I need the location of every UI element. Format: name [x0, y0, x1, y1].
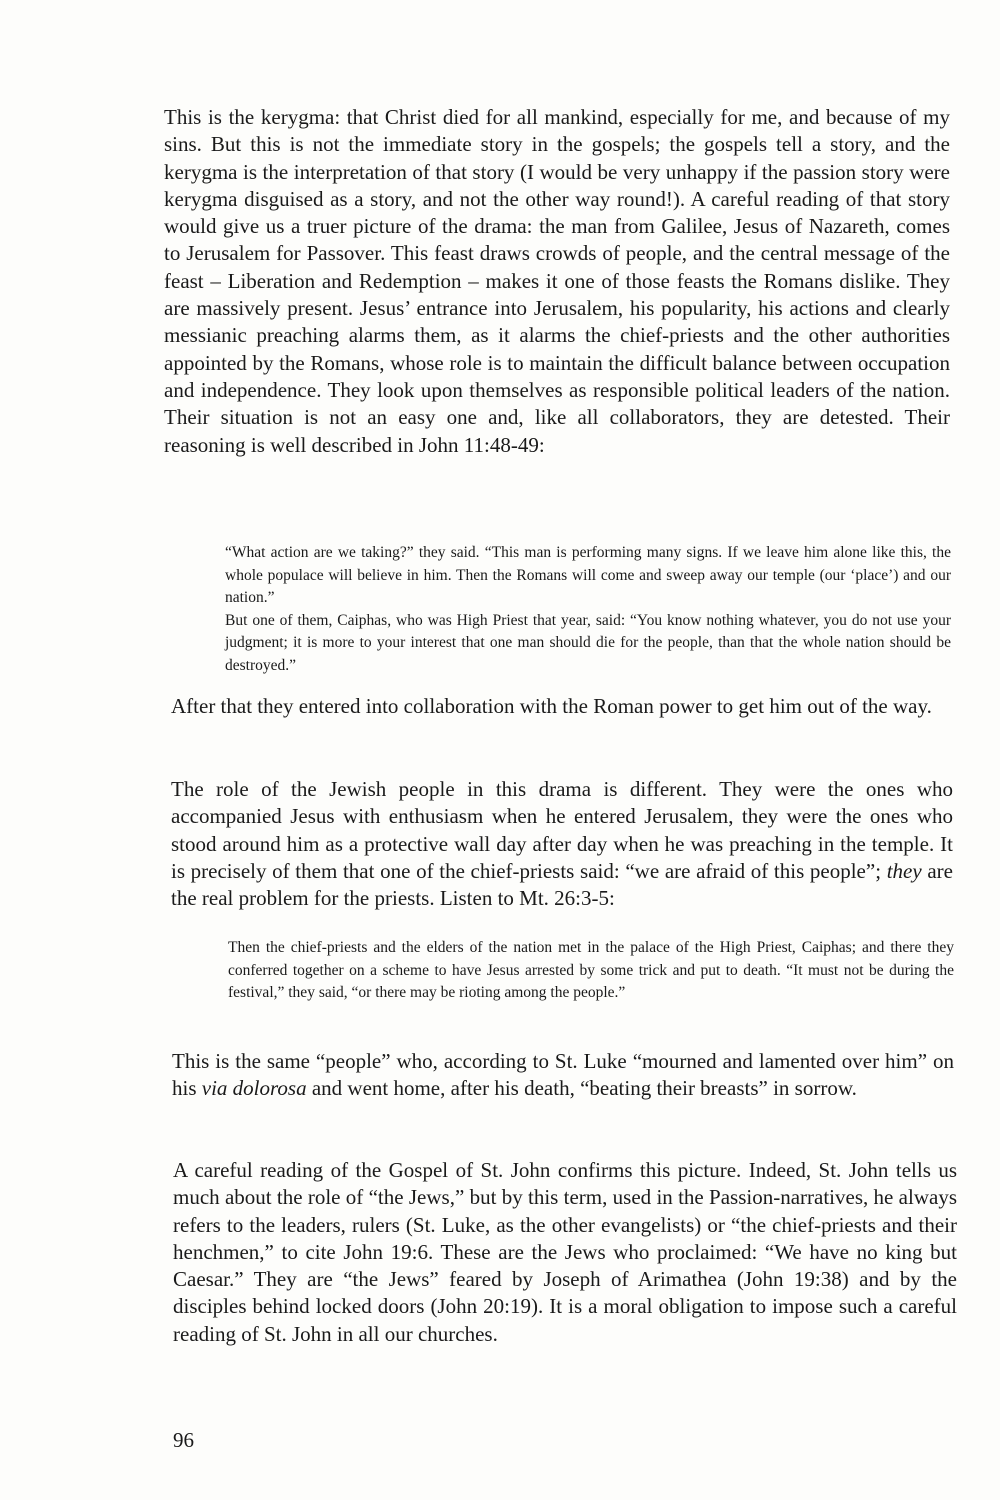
paragraph-text: This is the same “people” who, according to St. Luke “mourned and lamented over him” on his: [172, 1049, 954, 1101]
page-number: 96: [173, 1428, 194, 1452]
paragraph-text: are the real problem for the priests. Listen to Mt. 26:3-5:: [171, 858, 953, 911]
paragraph-emphasis: via dolorosa: [201, 1076, 307, 1101]
paragraph-emphasis: they: [886, 858, 922, 883]
paragraph-gospel-john: A careful reading of the Gospel of St. John confirms this picture. Indeed, St. John tells us much about the role of “the Jews,” but by this term, used in the Passion-narratives, he always refers to the leaders, rulers (St. Luke, as the other evangelists) or “the chief-priests and their henchmen,” to cite John 19:6. These are the Jews who proclaimed: “We have no king but Caesar.” They are “the Jews” feared by Joseph of Arimathea (John 19:38) and by the disciples behind locked doors (John 20:19). It is a moral obligation to impose such a careful reading of St. John in all our churches.: [173, 1158, 957, 1346]
block-quote-line: “What action are we taking?” they said. “This man is performing many signs. If we leave him alone like this, the whole populace will believe in him. Then the Romans will come and sweep away our temple (our ‘place’) and our nation.”: [225, 544, 951, 607]
block-quote-john: [225, 542, 951, 678]
paragraph-jewish-people: [171, 776, 953, 912]
paragraph-kerygma: This is the kerygma: that Christ died for all mankind, especially for me, and because of my sins. But this is not the immediate story in the gospels; the gospels tell a story, and the kerygma is the interpretation of that story (I would be very unhappy if the passion story were kerygma disguised as a story, and not the other way round!). A careful reading of that story would give us a truer picture of the drama: the man from Galilee, Jesus of Nazareth, comes to Jerusalem for Passover. This feast draws crowds of people, and the central message of the feast – Liberation and Redemption – makes it one of those feasts the Romans dislike. They are massively present. Jesus’ entrance into Jerusalem, his popularity, his actions and clearly messianic preaching alarms them, as it alarms the chief-priests and the other authorities appointed by the Romans, whose role is to maintain the difficult balance between occupation and independence. They look upon themselves as responsible political leaders of the nation. Their situation is not an easy one and, like all collaborators, they are detested. Their reasoning is well described in John 11:48-49:: [164, 105, 950, 457]
paragraph-text: and went home, after his death, “beating their breasts” in sorrow.: [306, 1076, 857, 1101]
block-quote-matthew: [228, 937, 954, 1005]
block-quote-line: Then the chief-priests and the elders of the nation met in the palace of the High Priest, Caiphas; and there they conferred together on a scheme to have Jesus arrested by some trick and put to death. “It must not be during the festival,” they said, “or there may be rioting among the people.”: [228, 939, 954, 1002]
paragraph-collaboration: After that they entered into collaboration with the Roman power to get him out of the way.: [171, 694, 932, 718]
block-quote-line: But one of them, Caiphas, who was High Priest that year, said: “You know nothing whatever, you do not use your judgment; it is more to your interest that one man should die for the people, than that the whole nation should be destroyed.”: [225, 611, 951, 674]
paragraph-via-dolorosa: [172, 1048, 954, 1103]
paragraph-text: The role of the Jewish people in this drama is different. They were the ones who accompanied Jesus with enthusiasm when he entered Jerusalem, they were the ones who stood around him as a protective wall day after day when he was preaching in the temple. It is precisely of them that one of the chief-priests said: “we are afraid of this people”;: [171, 777, 953, 883]
